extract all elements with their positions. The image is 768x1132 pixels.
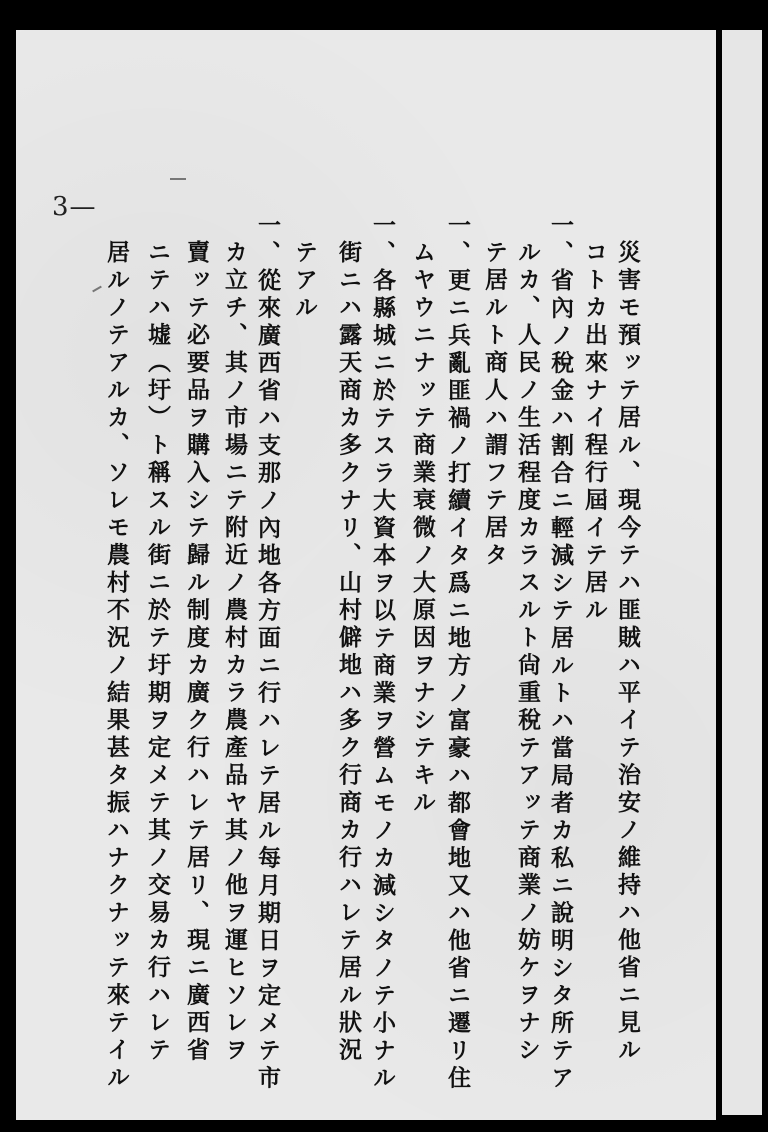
- text-column-6: 一、更ニ兵亂匪禍ノ打續イタ爲ニ地方ノ富豪ハ都會地又ハ他省ニ遷リ住: [444, 213, 470, 1093]
- text-column-10: テアル: [291, 240, 317, 323]
- text-column-13: 賣ッテ必要品ヲ購入シテ歸ル制度カ廣ク行ハレテ居リ、現ニ廣西省: [183, 240, 209, 1065]
- text-column-14: ニテハ墟（圩）ト稱スル街ニ於テ圩期ヲ定メテ其ノ交易カ行ハレテ: [144, 240, 170, 1065]
- text-column-1: 災害モ預ッテ居ル、現今テハ匪賊ハ平イテ治安ノ維持ハ他省ニ見ル: [614, 240, 640, 1065]
- text-column-7: ムヤウニナッテ商業衰微ノ大原因ヲナシテキル: [409, 240, 435, 818]
- next-page-edge: [722, 30, 762, 1115]
- stray-mark: [170, 178, 186, 180]
- text-column-15: 居ルノテアルカ、ソレモ農村不況ノ結果甚タ振ハナクナッテ來テイル: [103, 240, 129, 1093]
- text-column-3: 一、省內ノ稅金ハ割合ニ輕減シテ居ルトハ當局者カ私ニ說明シタ所テア: [547, 213, 573, 1093]
- text-column-2: コトカ出來ナイ程行屆イテ居ル: [581, 240, 607, 625]
- text-column-8: 一、各縣城ニ於テスラ大資本ヲ以テ商業ヲ營ムモノカ減シタノテ小ナル: [369, 213, 395, 1093]
- text-column-5: テ居ルト商人ハ謂フテ居タ: [481, 240, 507, 570]
- page-number: 3—: [52, 192, 97, 222]
- text-column-9: 街ニハ露天商カ多クナリ、山村僻地ハ多ク行商カ行ハレテ居ル狀況: [335, 240, 361, 1065]
- text-column-12: カ立チ、其ノ市場ニテ附近ノ農村カラ農產品ヤ其ノ他ヲ運ヒソレヲ: [221, 240, 247, 1065]
- text-column-11: 一、從來廣西省ハ支那ノ內地各方面ニ行ハレテ居ル每月期日ヲ定メテ市: [254, 213, 280, 1093]
- text-column-4: ルカ、人民ノ生活程度カラスルト尙重稅テアッテ商業ノ妨ケヲナシ: [514, 240, 540, 1065]
